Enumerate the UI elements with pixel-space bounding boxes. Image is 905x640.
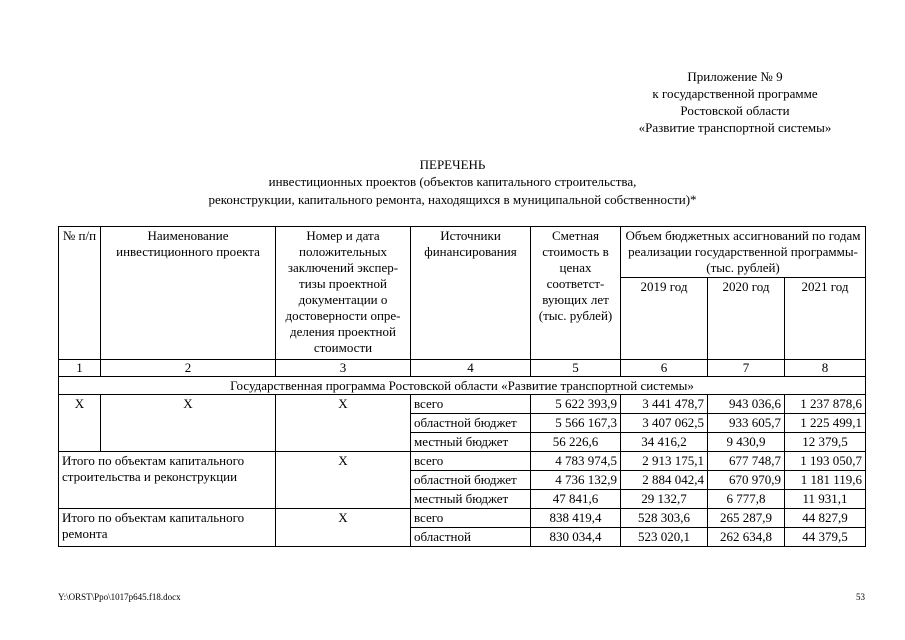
index-cell: 5 — [531, 360, 621, 377]
g2-2020: 677 748,7 — [708, 452, 785, 471]
g3-2019: 528 303,6 — [621, 509, 708, 528]
g1-2019: 3 407 062,5 — [621, 414, 708, 433]
g3-name: Итого по объектам капитального ремонта — [59, 509, 276, 547]
g1-2020: 943 036,6 — [708, 395, 785, 414]
header-year-2020: 2020 год — [708, 278, 785, 360]
investment-projects-table — [58, 226, 866, 547]
g1-source: всего — [411, 395, 531, 414]
index-cell: 1 — [59, 360, 101, 377]
g3-2020: 262 634,8 — [708, 528, 785, 547]
table-row — [59, 509, 866, 528]
g1-2021: 1 237 878,6 — [785, 395, 866, 414]
index-cell: 2 — [101, 360, 276, 377]
g1-num: Х — [59, 395, 101, 452]
g2-2020: 6 777,8 — [708, 490, 785, 509]
header-cost: Сметная стоимость в ценах соответст-вующих лет (тыс. рублей) — [531, 227, 621, 360]
appendix-line-2: к государственной программе — [652, 86, 818, 101]
g3-2021: 44 379,5 — [785, 528, 866, 547]
header-expertise: Номер и дата положительных заключений экспер-тизы проектной документации о достоверности опре-деления проектной стоимости — [276, 227, 411, 360]
g1-cost: 56 226,6 — [531, 433, 621, 452]
g1-2019: 3 441 478,7 — [621, 395, 708, 414]
g2-2020: 670 970,9 — [708, 471, 785, 490]
appendix-block — [605, 68, 865, 136]
g1-source: местный бюджет — [411, 433, 531, 452]
g2-cost: 4 783 974,5 — [531, 452, 621, 471]
index-cell: 6 — [621, 360, 708, 377]
g3-source: всего — [411, 509, 531, 528]
g1-2020: 9 430,9 — [708, 433, 785, 452]
g2-source: местный бюджет — [411, 490, 531, 509]
appendix-line-3: Ростовской области — [680, 103, 790, 118]
section-title: Государственная программа Ростовской области «Развитие транспортной системы» — [59, 377, 866, 395]
g1-name: Х — [101, 395, 276, 452]
g2-2019: 29 132,7 — [621, 490, 708, 509]
g3-source: областной — [411, 528, 531, 547]
document-subtitle-line-2: реконструкции, капитального ремонта, находящихся в муниципальной собственности)* — [208, 192, 697, 207]
header-num: № п/п — [59, 227, 101, 360]
g2-2021: 1 193 050,7 — [785, 452, 866, 471]
appendix-line-1: Приложение № 9 — [687, 69, 783, 84]
index-cell: 4 — [411, 360, 531, 377]
g1-cost: 5 566 167,3 — [531, 414, 621, 433]
file-path: Y:\ORST\Ppo\1017p645.f18.docx — [58, 592, 181, 602]
g3-2019: 523 020,1 — [621, 528, 708, 547]
g3-2021: 44 827,9 — [785, 509, 866, 528]
document-heading: ПЕРЕЧЕНЬ — [419, 157, 486, 172]
g2-2021: 1 181 119,6 — [785, 471, 866, 490]
g1-source: областной бюджет — [411, 414, 531, 433]
document-subtitle-line-1: инвестиционных проектов (объектов капитального строительства, — [268, 174, 637, 189]
header-year-2019: 2019 год — [621, 278, 708, 360]
g2-cost: 47 841,6 — [531, 490, 621, 509]
g3-cost: 830 034,4 — [531, 528, 621, 547]
header-sources: Источники финансирования — [411, 227, 531, 360]
g1-2021: 12 379,5 — [785, 433, 866, 452]
g2-name: Итого по объектам капитального строительства и реконструкции — [59, 452, 276, 509]
g2-expertise: Х — [276, 452, 411, 509]
g1-2020: 933 605,7 — [708, 414, 785, 433]
index-cell: 3 — [276, 360, 411, 377]
g3-expertise: Х — [276, 509, 411, 547]
g2-2021: 11 931,1 — [785, 490, 866, 509]
index-cell: 7 — [708, 360, 785, 377]
g2-2019: 2 884 042,4 — [621, 471, 708, 490]
appendix-line-4: «Развитие транспортной системы» — [638, 120, 832, 135]
index-cell: 8 — [785, 360, 866, 377]
header-project-name: Наименование инвестиционного проекта — [101, 227, 276, 360]
header-year-2021: 2021 год — [785, 278, 866, 360]
table-row — [59, 395, 866, 414]
header-volume: Объем бюджетных ассигнований по годам реализации государственной программы-(тыс. рублей) — [621, 227, 866, 278]
g1-expertise: Х — [276, 395, 411, 452]
g1-2021: 1 225 499,1 — [785, 414, 866, 433]
table-row — [59, 452, 866, 471]
g2-source: всего — [411, 452, 531, 471]
g2-2019: 2 913 175,1 — [621, 452, 708, 471]
g2-source: областной бюджет — [411, 471, 531, 490]
g2-cost: 4 736 132,9 — [531, 471, 621, 490]
g3-2020: 265 287,9 — [708, 509, 785, 528]
g1-2019: 34 416,2 — [621, 433, 708, 452]
page-number: 53 — [856, 592, 865, 602]
g3-cost: 838 419,4 — [531, 509, 621, 528]
g1-cost: 5 622 393,9 — [531, 395, 621, 414]
